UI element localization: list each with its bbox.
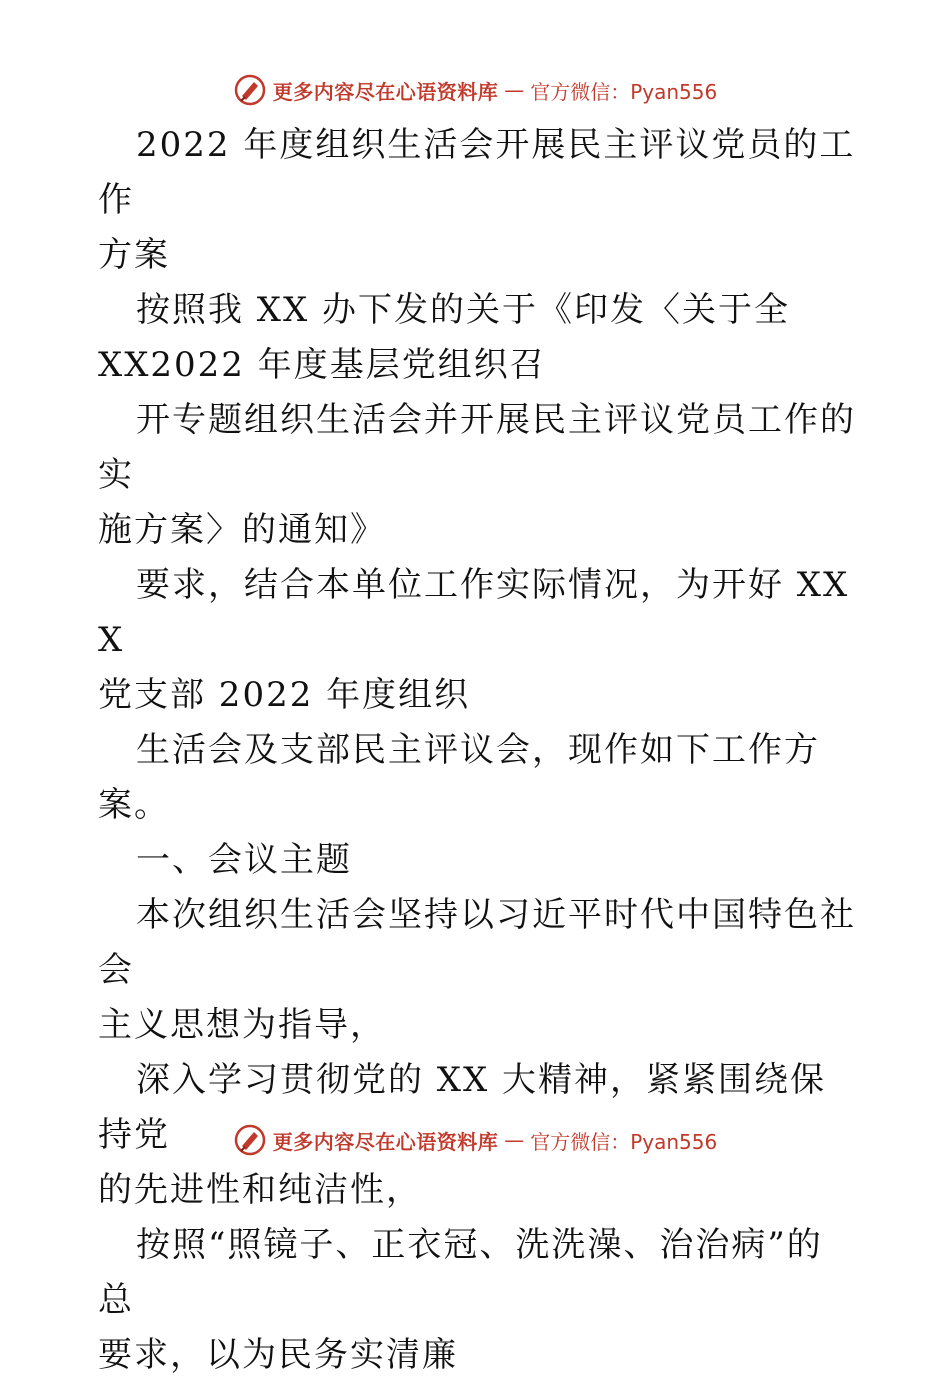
footer-wechat-text: 官方微信：Pyan556: [530, 1129, 718, 1154]
doc-line: 按照我 XX 办下发的关于《印发〈关于全: [136, 290, 791, 330]
document-body: [98, 118, 858, 1383]
doc-line: 要求，结合本单位工作实际情况，为开好 XXX: [98, 565, 850, 660]
footer-separator: —: [504, 1128, 525, 1152]
section-heading: 一、会议主题: [136, 840, 352, 880]
doc-line: 生活会及支部民主评议会，现作如下工作方案。: [98, 730, 820, 825]
brand-logo-icon: [233, 73, 267, 107]
header-promo-text: 更多内容尽在心语资料库: [272, 79, 499, 104]
doc-line: 施方案〉的通知》: [98, 510, 386, 550]
doc-line: 党支部 2022 年度组织: [98, 675, 471, 715]
doc-line: 按照“照镜子、正衣冠、洗洗澡、治治病”的总: [98, 1225, 823, 1320]
doc-line: 的先进性和纯洁性，: [98, 1170, 422, 1210]
doc-line: 2022 年度组织生活会开展民主评议党员的工作: [98, 125, 856, 220]
doc-line: XX2022 年度基层党组织召: [98, 345, 546, 385]
doc-line: 本次组织生活会坚持以习近平时代中国特色社会: [98, 895, 856, 990]
doc-line: 开专题组织生活会并开展民主评议党员工作的实: [98, 400, 856, 495]
brand-logo-icon: [233, 1123, 267, 1157]
doc-line: 方案: [98, 235, 170, 275]
header-wechat-text: 官方微信：Pyan556: [530, 79, 718, 104]
footer-banner: [0, 1120, 950, 1160]
doc-line: 主义思想为指导，: [98, 1005, 386, 1045]
footer-promo-text: 更多内容尽在心语资料库: [272, 1129, 499, 1154]
header-separator: —: [504, 78, 525, 102]
doc-line: 深入学习贯彻党的 XX 大精神，紧紧围绕保持党: [98, 1060, 827, 1155]
header-banner: [0, 70, 950, 110]
doc-line: 要求，以为民务实清廉: [98, 1335, 458, 1375]
